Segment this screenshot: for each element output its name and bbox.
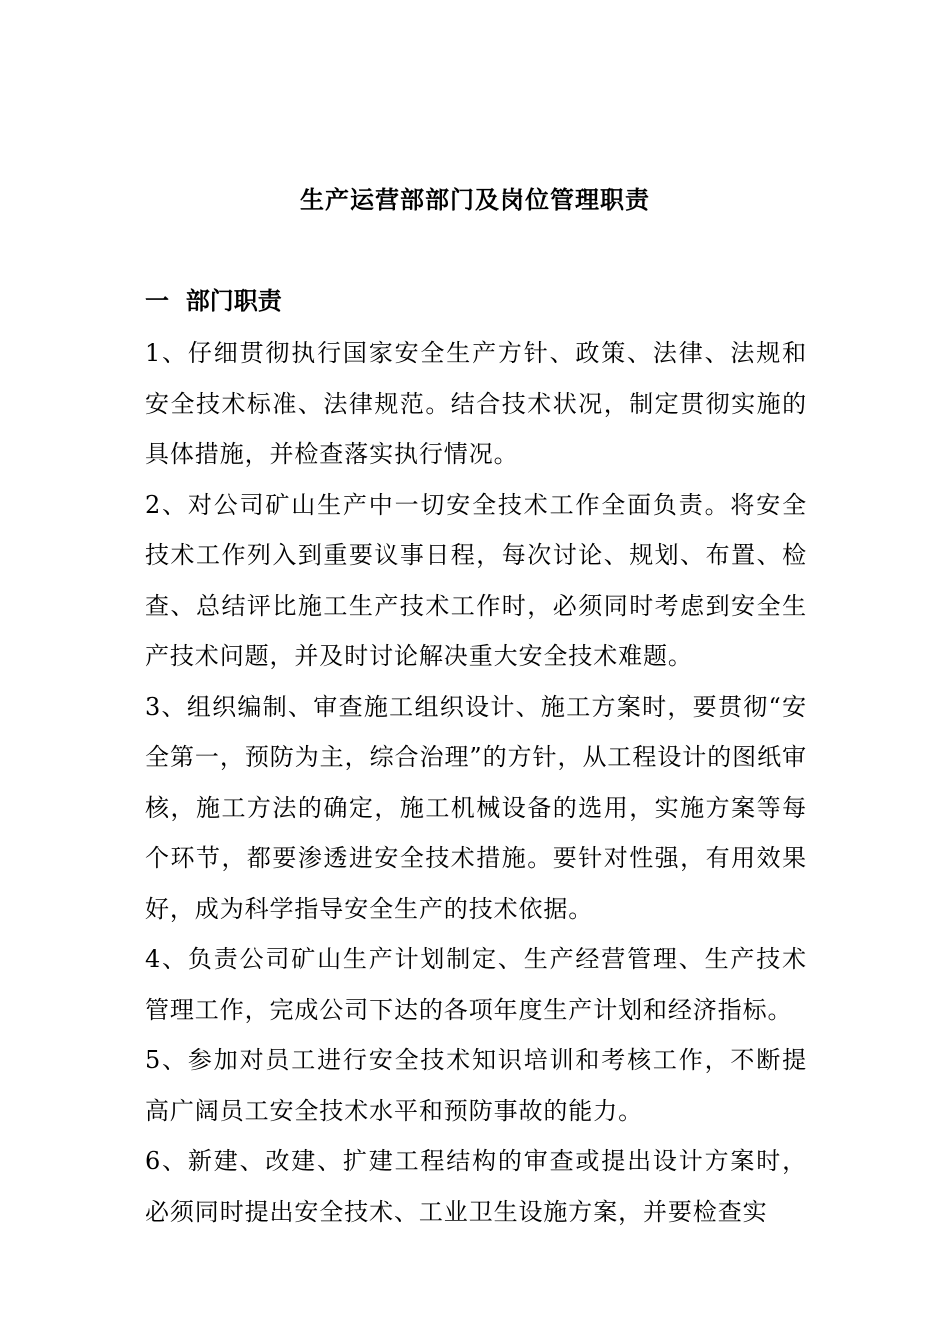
paragraph-4: 4、负责公司矿山生产计划制定、生产经营管理、生产技术管理工作，完成公司下达的各项年度生产计划和经济指标。 [145,945,807,1024]
document-body [145,328,807,1237]
paragraph-3: 3、组织编制、审查施工组织设计、施工方案时，要贯彻“安全第一，预防为主，综合治理”的方针，从工程设计的图纸审核，施工方法的确定，施工机械设备的选用，实施方案等每个环节，都要渗透进安全技术措施。要针对性强，有用效果好，成为科学指导安全生产的技术依据。 [145,692,807,923]
document-title: 生产运营部部门及岗位管理职责 [300,185,650,214]
paragraph-6: 6、新建、改建、扩建工程结构的审查或提出设计方案时，必须同时提出安全技术、工业卫生设施方案，并要检查实 [145,1147,807,1226]
paragraph-5: 5、参加对员工进行安全技术知识培训和考核工作，不断提高广阔员工安全技术水平和预防事故的能力。 [145,1046,807,1125]
section-heading: 一 部门职责 [145,286,282,315]
paragraph-1: 1、仔细贯彻执行国家安全生产方针、政策、法律、法规和安全技术标准、法律规范。结合技术状况，制定贯彻实施的具体措施，并检查落实执行情况。 [145,339,807,468]
paragraph-2: 2、对公司矿山生产中一切安全技术工作全面负责。将安全技术工作列入到重要议事日程，每次讨论、规划、布置、检查、总结评比施工生产技术工作时，必须同时考虑到安全生产技术问题，并及时讨论解决重大安全技术难题。 [145,490,807,670]
